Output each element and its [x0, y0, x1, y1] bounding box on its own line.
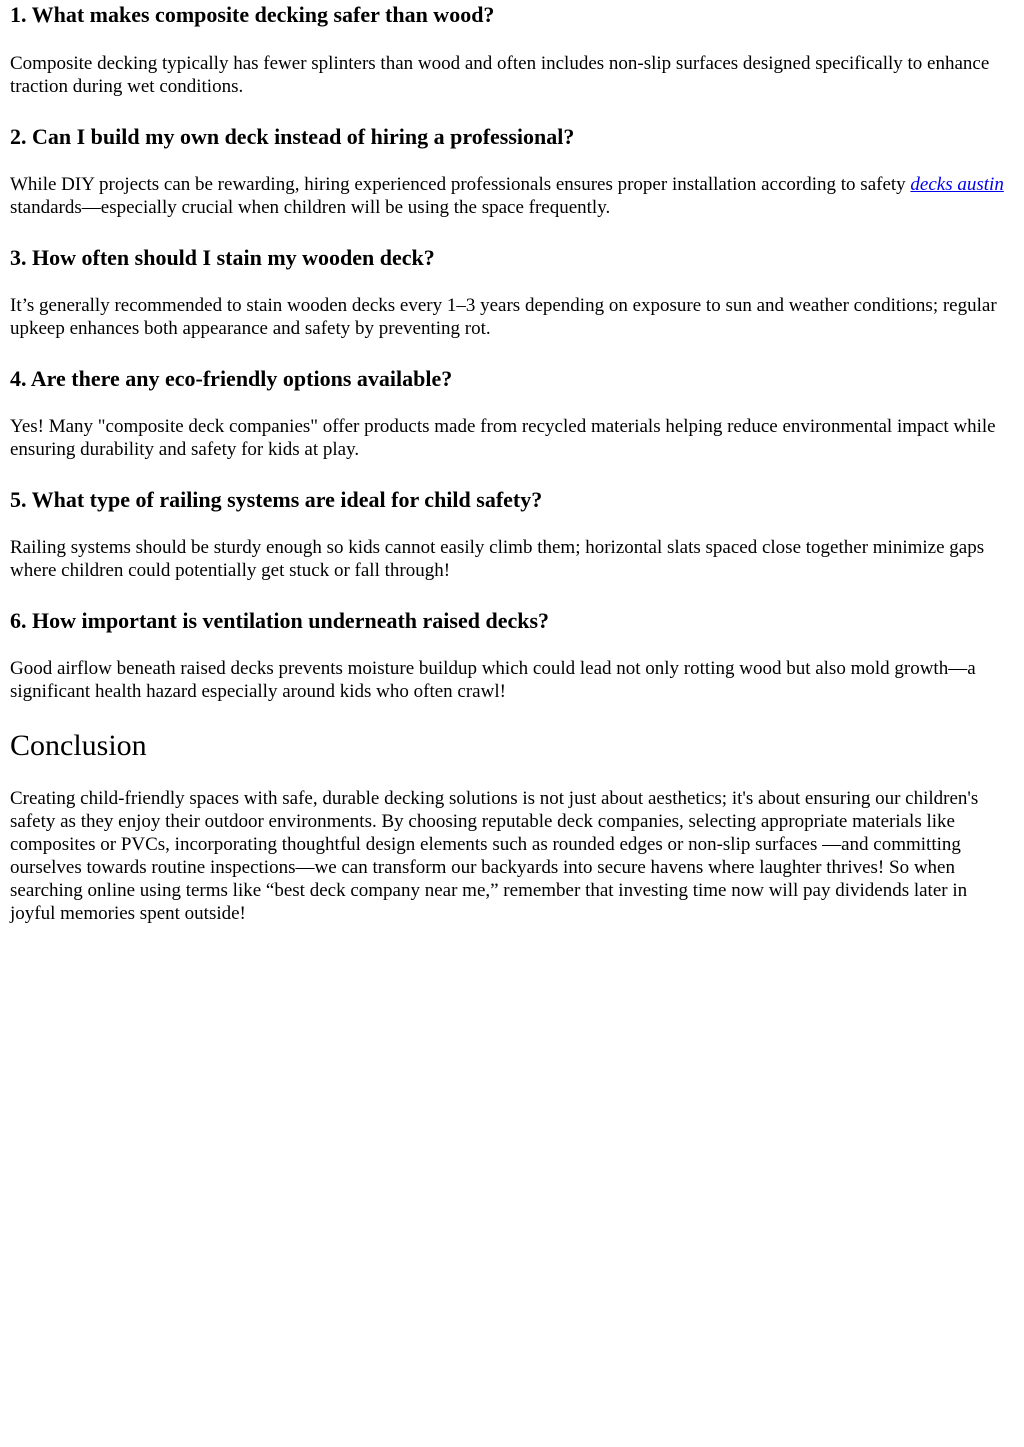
faq-answer-4: Yes! Many "composite deck companies" offer products made from recycled materials helping reduce environmental impact while ensuring durability and safety for kids at play.	[10, 416, 996, 460]
conclusion-heading: Conclusion	[10, 729, 147, 762]
faq-question-1: 1. What makes composite decking safer than wood?	[10, 2, 495, 27]
faq-answer-3: It’s generally recommended to stain wooden decks every 1–3 years depending on exposure to sun and weather conditions; regular upkeep enhances both appearance and safety by preventing rot.	[10, 295, 997, 339]
decks-austin-link[interactable]: decks austin	[910, 174, 1004, 195]
faq-answer-2-before-link: While DIY projects can be rewarding, hiring experienced professionals ensures proper installation according to safety	[10, 174, 911, 195]
faq-answer-1: Composite decking typically has fewer splinters than wood and often includes non-slip surfaces designed specifically to enhance traction during wet conditions.	[10, 53, 990, 97]
faq-question-5: 5. What type of railing systems are ideal for child safety?	[10, 487, 543, 512]
faq-answer-5: Railing systems should be sturdy enough so kids cannot easily climb them; horizontal slats spaced close together minimize gaps where children could potentially get stuck or fall through!	[10, 537, 985, 581]
faq-answer-2	[10, 173, 1014, 219]
faq-question-4: 4. Are there any eco-friendly options available?	[10, 366, 453, 391]
faq-question-3: 3. How often should I stain my wooden deck?	[10, 245, 435, 270]
faq-answer-6: Good airflow beneath raised decks prevents moisture buildup which could lead not only rotting wood but also mold growth—a significant health hazard especially around kids who often crawl!	[10, 658, 976, 702]
faq-answer-2-after-link: standards—especially crucial when children will be using the space frequently.	[10, 197, 611, 218]
faq-question-2: 2. Can I build my own deck instead of hiring a professional?	[10, 124, 575, 149]
conclusion-paragraph: Creating child-friendly spaces with safe, durable decking solutions is not just about aesthetics; it's about ensuring our children's safety as they enjoy their outdoor environments. By choosing reputable deck companies, selecting appropriate materials like composites or PVCs, incorporating thoughtful design elements such as rounded edges or non-slip surfaces —and committing ourselves towards routine inspections—we can transform our backyards into secure havens where laughter thrives! So when searching online using terms like “best deck company near me,” remember that investing time now will pay dividends later in joyful memories spent outside!	[10, 788, 979, 924]
article	[0, 1, 1024, 925]
faq-question-6: 6. How important is ventilation underneath raised decks?	[10, 608, 550, 633]
